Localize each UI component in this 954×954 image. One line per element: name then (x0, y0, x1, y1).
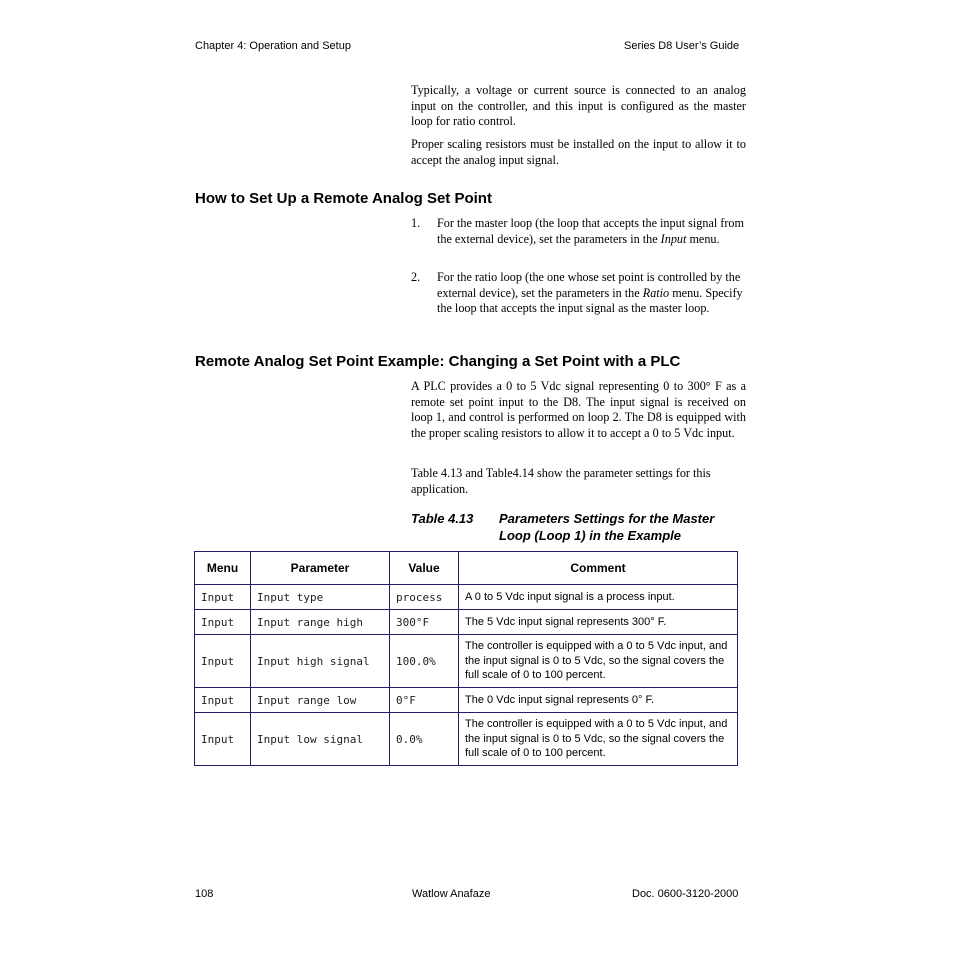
column-header-comment: Comment (459, 552, 738, 585)
table-row (195, 713, 738, 766)
table-row (195, 610, 738, 635)
running-header-title: Series D8 User’s Guide (624, 40, 740, 52)
intro-paragraph-1: Typically, a voltage or current source is connected to an analog input on the controller, and this input is configured as the master loop for ratio control. (411, 83, 746, 128)
cell-comment: The controller is equipped with a 0 to 5 Vdc input, and the input signal is 0 to 5 Vdc, so the signal covers the full scale of 0 to 100 percent. (459, 713, 738, 766)
footer-publisher: Watlow Anafaze (412, 888, 491, 900)
section-heading-remote-analog-setup: How to Set Up a Remote Analog Set Point (195, 190, 492, 207)
example-paragraph-2: Table 4.13 and Table4.14 show the parameter settings for this application. (411, 466, 711, 496)
column-header-parameter: Parameter (251, 552, 390, 585)
cell-comment: The 0 Vdc input signal represents 0° F. (459, 688, 738, 713)
cell-parameter: Input range low (251, 688, 390, 713)
cell-comment: The 5 Vdc input signal represents 300° F. (459, 610, 738, 635)
cell-menu: Input (195, 688, 251, 713)
table-header-row (195, 552, 738, 585)
cell-parameter: Input range high (251, 610, 390, 635)
menu-name-ratio: Ratio (642, 285, 670, 300)
cell-parameter: Input high signal (251, 635, 390, 688)
cell-parameter: Input low signal (251, 713, 390, 766)
list-item (411, 216, 746, 264)
cell-value: 0°F (390, 688, 459, 713)
cell-menu: Input (195, 585, 251, 610)
cell-menu: Input (195, 635, 251, 688)
cell-comment: The controller is equipped with a 0 to 5 Vdc input, and the input signal is 0 to 5 Vdc, so the signal covers the full scale of 0 to 100 percent. (459, 635, 738, 688)
page-number: 108 (195, 888, 214, 900)
cell-value: process (390, 585, 459, 610)
list-item (411, 270, 746, 334)
cell-value: 100.0% (390, 635, 459, 688)
table-row (195, 688, 738, 713)
list-item-number: 2. (411, 270, 421, 284)
column-header-value: Value (390, 552, 459, 585)
running-header-chapter: Chapter 4: Operation and Setup (195, 40, 351, 52)
cell-menu: Input (195, 610, 251, 635)
intro-paragraph-2: Proper scaling resistors must be installed on the input to allow it to accept the analog input signal. (411, 137, 746, 167)
list-item-text-end: menu. (686, 231, 720, 246)
list-item-number: 1. (411, 216, 421, 230)
parameter-table (194, 551, 738, 766)
example-paragraph-1: A PLC provides a 0 to 5 Vdc signal representing 0 to 300° F as a remote set point input to the D8. The input signal is received on loop 1, and control is performed on loop 2. The D8 is equipped with the proper scaling resistors to allow it to accept a 0 to 5 Vdc input. (411, 379, 746, 440)
list-item-text: For the ratio loop (the one whose set point is controlled by the external device), set the parameters in the (437, 270, 741, 300)
footer-doc-number: Doc. 0600-3120-2000 (632, 888, 739, 900)
list-item-text-end: menu. Specify the loop that accepts the input signal as the master loop. (437, 285, 743, 315)
table-row (195, 635, 738, 688)
table-caption-title: Parameters Settings for the Master Loop (Loop 1) in the Example (499, 511, 715, 543)
cell-parameter: Input type (251, 585, 390, 610)
table-caption-label: Table 4.13 (411, 511, 474, 526)
cell-comment: A 0 to 5 Vdc input signal is a process input. (459, 585, 738, 610)
cell-menu: Input (195, 713, 251, 766)
cell-value: 300°F (390, 610, 459, 635)
table-row (195, 585, 738, 610)
section-heading-plc-example: Remote Analog Set Point Example: Changing a Set Point with a PLC (195, 353, 681, 370)
cell-value: 0.0% (390, 713, 459, 766)
list-item-text: For the master loop (the loop that accepts the input signal from the external device), set the parameters in the (437, 216, 744, 246)
column-header-menu: Menu (195, 552, 251, 585)
menu-name-input: Input (660, 231, 687, 246)
